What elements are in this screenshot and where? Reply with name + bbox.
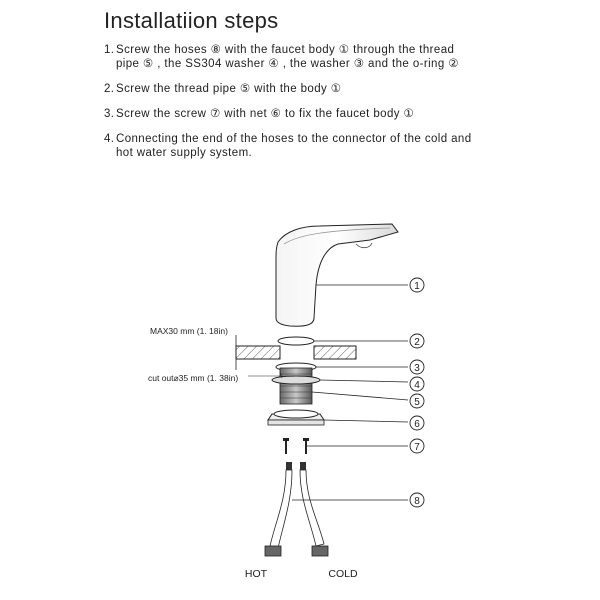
callout-4	[410, 377, 424, 391]
callout-number: 4	[414, 380, 420, 391]
fixing-net	[268, 410, 324, 425]
step-number: 3.	[104, 108, 115, 120]
callout-number: 7	[414, 442, 420, 453]
cutout-diameter-label: cut out⌀35 mm (1. 38in)	[148, 373, 239, 383]
callout-2	[410, 334, 424, 348]
step-text: Screw the thread pipe ⑤ with the body ①	[116, 83, 342, 95]
hot-label: HOT	[244, 568, 268, 580]
cold-label: COLD	[328, 568, 358, 580]
callout-number: 6	[414, 419, 420, 430]
max-thickness-label: MAX30 mm (1. 18in)	[150, 326, 228, 336]
callout-number: 5	[414, 397, 420, 408]
page-title: Installatiion steps	[104, 8, 279, 33]
countertop-section	[236, 346, 356, 359]
ss304-washer	[272, 376, 320, 384]
step-number: 2.	[104, 83, 115, 95]
step-text: Screw the hoses ⑧ with the faucet body ① through the thread pipe ⑤ , the SS304 washer ④ , the washer ③ and the o-ring ②	[116, 44, 459, 70]
callout-5	[410, 394, 424, 408]
callout-7	[410, 439, 424, 453]
step-text: Screw the screw ⑦ with net ⑥ to fix the faucet body ①	[116, 108, 415, 120]
callout-6	[410, 416, 424, 430]
callout-number: 3	[414, 363, 420, 374]
callout-number: 1	[414, 281, 420, 292]
o-ring	[278, 337, 314, 345]
callout-number: 8	[414, 496, 420, 507]
callout-8	[410, 493, 424, 507]
step-number: 4.	[104, 133, 115, 145]
step-number: 1.	[104, 44, 115, 56]
thread-pipe	[280, 368, 312, 404]
step-text: Connecting the end of the hoses to the connector of the cold and hot water supply system.	[116, 133, 472, 159]
callout-1	[410, 278, 424, 292]
faucet-body	[276, 224, 398, 326]
hoses	[265, 462, 328, 556]
callout-3	[410, 360, 424, 374]
screws	[283, 438, 309, 454]
callout-number: 2	[414, 337, 420, 348]
